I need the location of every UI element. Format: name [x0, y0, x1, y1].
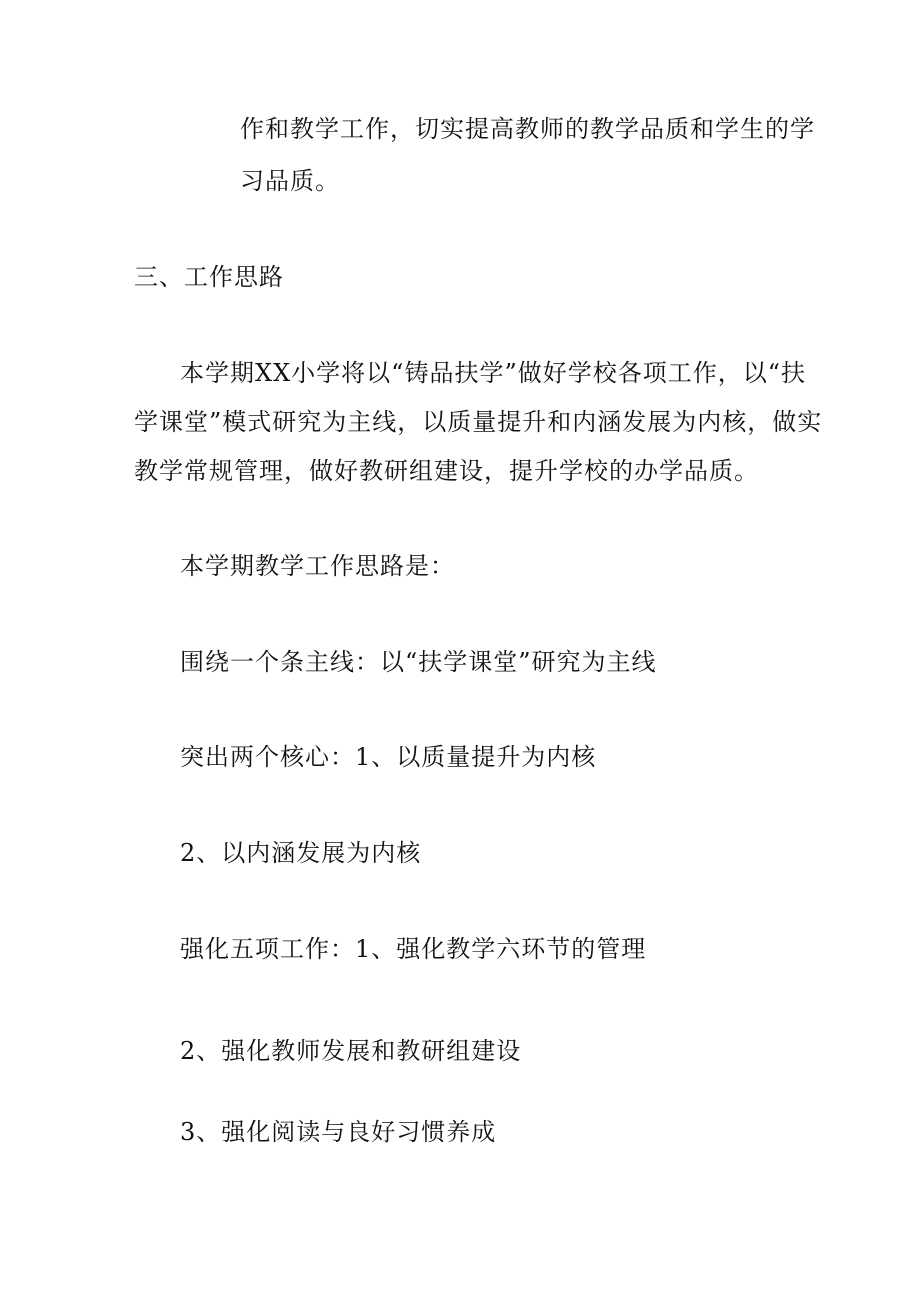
work-item-1: 强化五项工作：1、强化教学六环节的管理	[180, 935, 647, 963]
work-item-3: 3、强化阅读与良好习惯养成	[180, 1118, 497, 1146]
paragraph-line-1: 本学期XX小学将以“铸品扶学”做好学校各项工作，以“扶	[180, 359, 806, 387]
intro-continuation-line-1: 作和教学工作，切实提高教师的教学品质和学生的学	[240, 115, 815, 143]
paragraph-line-2: 学课堂”模式研究为主线，以质量提升和内涵发展为内核，做实	[134, 408, 823, 436]
intro-continuation-line-2: 习品质。	[240, 167, 340, 195]
work-item-2: 2、强化教师发展和教研组建设	[180, 1037, 522, 1065]
section-heading: 三、工作思路	[134, 263, 284, 291]
core-item-1: 突出两个核心：1、以质量提升为内核	[180, 743, 597, 771]
core-item-2: 2、以内涵发展为内核	[180, 839, 422, 867]
paragraph-line-3: 教学常规管理，做好教研组建设，提升学校的办学品质。	[134, 457, 759, 485]
work-idea-lead: 本学期教学工作思路是：	[180, 552, 455, 580]
main-line-item: 围绕一个条主线：以“扶学课堂”研究为主线	[180, 648, 657, 676]
